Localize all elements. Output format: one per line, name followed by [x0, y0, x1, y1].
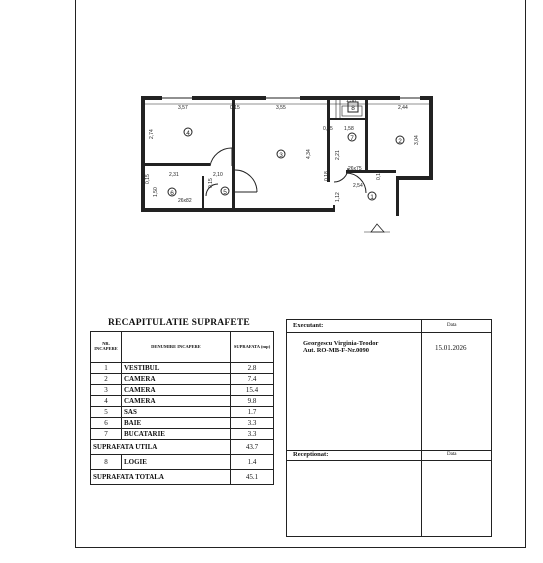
executant-authorization: Aut. RO-MB-F-Nr.0090 [303, 347, 370, 355]
row-nr: 2 [91, 374, 122, 385]
room-number: 8 [351, 105, 355, 112]
dim-label: 3,57 [178, 105, 188, 111]
row-nr: 6 [91, 418, 122, 429]
recap-table [90, 331, 274, 485]
row-nr: 7 [91, 429, 122, 440]
floor-plan [0, 0, 543, 260]
row-name: SAS [122, 407, 231, 418]
row-area: 15.4 [231, 385, 274, 396]
room-number: 1 [370, 194, 374, 201]
useful-area-label: SUPRAFATA UTILA [91, 440, 231, 455]
room-number: 2 [398, 138, 402, 145]
total-area-value: 45.1 [231, 470, 274, 485]
dim-label: 2,74 [149, 129, 155, 139]
row-nr: 1 [91, 363, 122, 374]
executant-name-line: Georgescu Virginia-Teodor [303, 340, 379, 347]
row-name: BAIE [122, 418, 231, 429]
table-row [91, 407, 274, 418]
total-area-label: SUPRAFATA TOTALA [91, 470, 231, 485]
divider [287, 332, 491, 333]
door-size: 26x75 [348, 166, 362, 172]
row-name: CAMERA [122, 374, 231, 385]
row-nr: 8 [91, 455, 122, 470]
table-row [91, 385, 274, 396]
table-row [91, 429, 274, 440]
row-area: 3.3 [231, 418, 274, 429]
row-area: 2.8 [231, 363, 274, 374]
dim-label: 0,15 [230, 105, 240, 111]
row-nr: 5 [91, 407, 122, 418]
dim-label: 3,04 [414, 135, 420, 145]
table-row [91, 374, 274, 385]
useful-area-value: 43.7 [231, 440, 274, 455]
executant-date: 15.01.2026 [435, 344, 467, 352]
table-header-row [91, 332, 274, 363]
date-header: Data [447, 323, 457, 328]
useful-area-row [91, 440, 274, 455]
dim-label: 1,58 [346, 98, 356, 104]
table-row [91, 455, 274, 470]
room-number: 4 [186, 130, 190, 137]
table-row [91, 418, 274, 429]
date-header: Data [447, 452, 457, 457]
row-area: 1.4 [231, 455, 274, 470]
room-number: 7 [350, 135, 354, 142]
table-row [91, 396, 274, 407]
dim-label: 1,12 [335, 192, 341, 202]
row-nr: 3 [91, 385, 122, 396]
room-number: 6 [170, 190, 174, 197]
row-name: CAMERA [122, 385, 231, 396]
room-number: 3 [279, 152, 283, 159]
row-name: LOGIE [122, 455, 231, 470]
receptionist-label: Receptionat: [293, 451, 329, 458]
dim-label: 2,31 [169, 172, 179, 178]
dim-label: 2,21 [335, 150, 341, 160]
row-area: 9.8 [231, 396, 274, 407]
divider [421, 450, 422, 536]
row-area: 1.7 [231, 407, 274, 418]
dim-label: 2,54 [353, 183, 363, 189]
row-name: VESTIBUL [122, 363, 231, 374]
page-frame-bottom [75, 547, 526, 548]
row-name: CAMERA [122, 396, 231, 407]
door-size: 26x82 [178, 198, 192, 204]
dim-label: 0,18 [376, 170, 382, 180]
recap-title: RECAPITULATIE SUPRAFETE [108, 318, 250, 328]
table-row [91, 363, 274, 374]
dim-label: 0,18 [324, 171, 330, 181]
total-area-row [91, 470, 274, 485]
dim-label: 0,15 [145, 174, 151, 184]
executant-name [303, 340, 378, 354]
col-header-name: DENUMIRE INCAPERE [122, 332, 231, 363]
row-nr: 4 [91, 396, 122, 407]
divider [287, 460, 491, 461]
dim-label: 0,15 [323, 126, 333, 132]
row-area: 7.4 [231, 374, 274, 385]
divider [421, 320, 422, 450]
room-number: 5 [223, 189, 227, 196]
dim-label: 0,15 [208, 178, 214, 188]
signature-box [286, 319, 492, 537]
executant-label: Executant: [293, 322, 324, 329]
dim-label: 2,44 [398, 105, 408, 111]
dim-label: 1,58 [344, 126, 354, 132]
col-header-nr: NR. INCAPERE [91, 332, 122, 363]
dim-label: 1,50 [153, 187, 159, 197]
row-area: 3.3 [231, 429, 274, 440]
dim-label: 4,34 [306, 149, 312, 159]
dim-label: 2,10 [213, 172, 223, 178]
col-header-area: SUPRAFATA (mp) [231, 332, 274, 363]
dim-label: 3,55 [276, 105, 286, 111]
row-name: BUCATARIE [122, 429, 231, 440]
